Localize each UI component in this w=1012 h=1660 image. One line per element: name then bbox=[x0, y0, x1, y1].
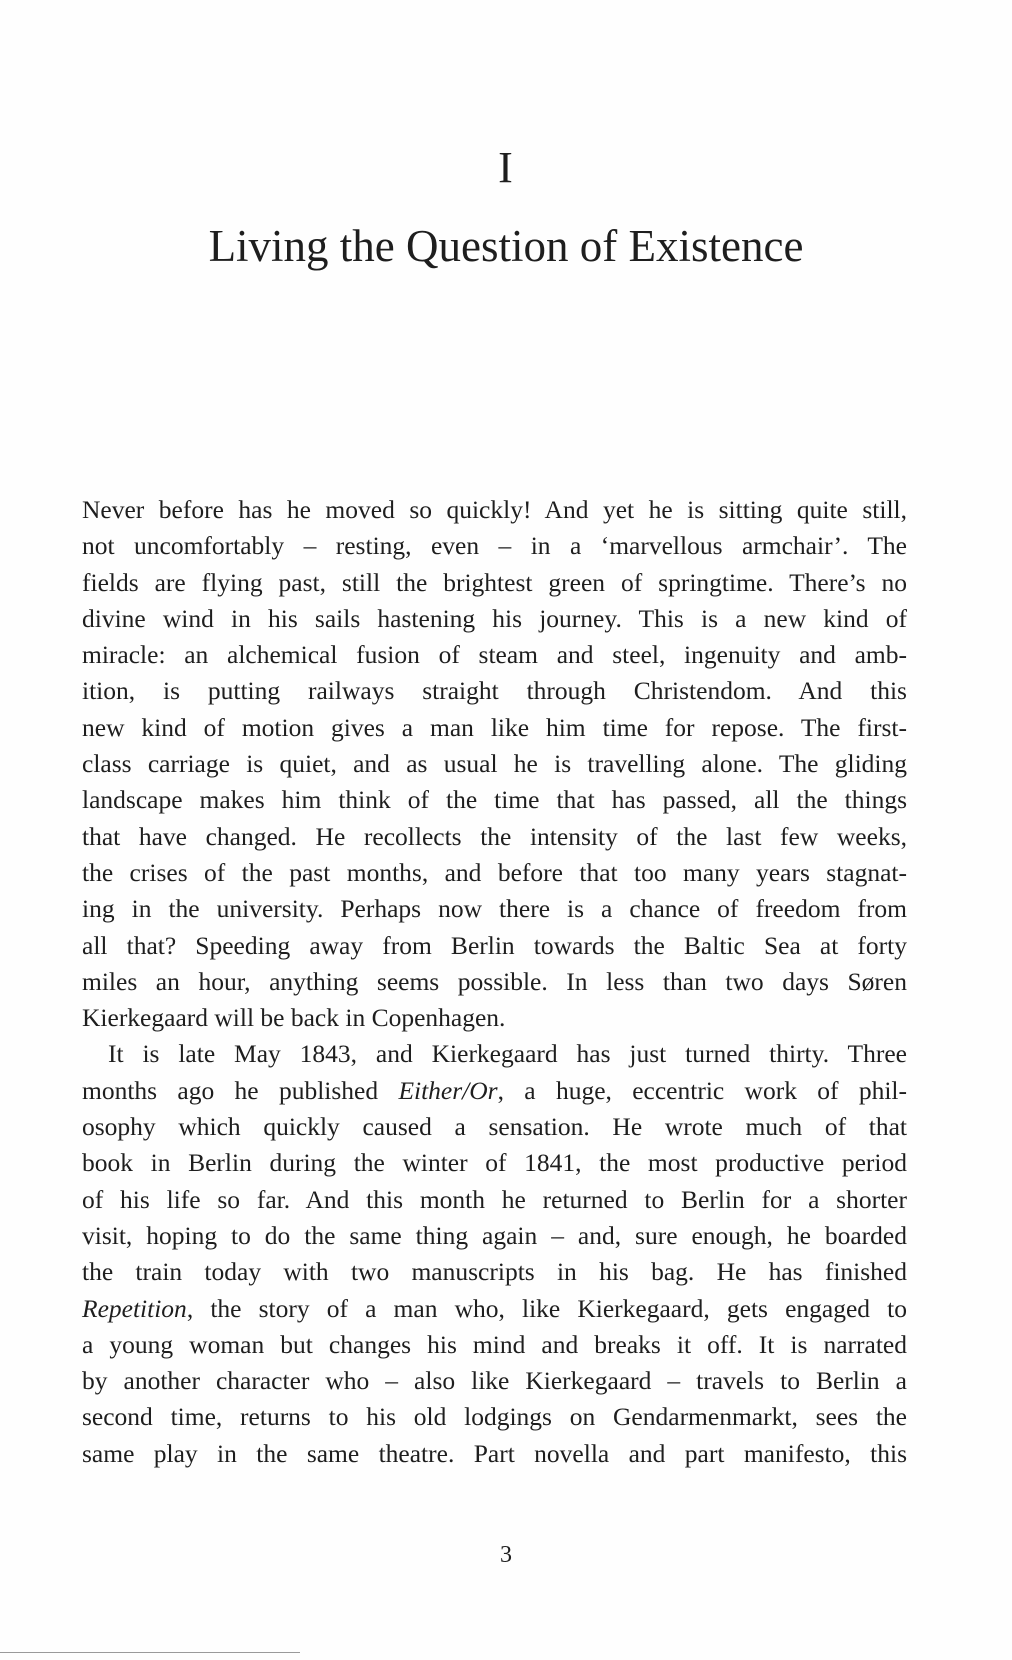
book-title-either-or: Either/Or bbox=[398, 1075, 498, 1105]
text-line bbox=[82, 1073, 907, 1109]
text-line: osophy which quickly caused a sensation. He wrote much of that bbox=[82, 1112, 907, 1142]
text-line: divine wind in his sails hastening his journey. This is a new kind of bbox=[82, 603, 907, 633]
text-line: Kierkegaard will be back in Copenhagen. bbox=[82, 1003, 506, 1033]
text-segment: months ago he published bbox=[82, 1075, 399, 1105]
text-line: the train today with two manuscripts in his bag. He has finished bbox=[82, 1257, 907, 1287]
text-line bbox=[82, 1291, 907, 1327]
text-line: It is late May 1843, and Kierkegaard has just turned thirty. Three bbox=[108, 1039, 907, 1069]
text-line: second time, returns to his old lodgings on Gendarmenmarkt, sees the bbox=[82, 1402, 907, 1432]
book-title-repetition: Repetition bbox=[82, 1293, 187, 1323]
text-line: that have changed. He recollects the intensity of the last few weeks, bbox=[82, 821, 907, 851]
text-line: by another character who – also like Kierkegaard – travels to Berlin a bbox=[82, 1366, 907, 1396]
text-line: book in Berlin during the winter of 1841, the most productive period bbox=[82, 1148, 907, 1178]
text-line: fields are flying past, still the brightest green of springtime. There’s no bbox=[82, 567, 907, 597]
text-line: landscape makes him think of the time that has passed, all the things bbox=[82, 785, 907, 815]
text-line: ing in the university. Perhaps now there is a chance of freedom from bbox=[82, 894, 907, 924]
page-number: 3 bbox=[500, 1542, 512, 1568]
text-line: visit, hoping to do the same thing again – and, sure enough, he boarded bbox=[82, 1220, 907, 1250]
text-line: same play in the same theatre. Part novella and part manifesto, this bbox=[82, 1438, 907, 1468]
text-line: Never before has he moved so quickly! And yet he is sitting quite still, bbox=[82, 495, 907, 524]
text-line: miracle: an alchemical fusion of steam and steel, ingenuity and amb- bbox=[82, 640, 907, 670]
scan-edge-line bbox=[0, 1652, 300, 1653]
text-segment: , the story of a man who, like Kierkegaard, gets engaged to bbox=[186, 1293, 907, 1323]
text-line: new kind of motion gives a man like him time for repose. The first- bbox=[82, 712, 907, 742]
text-line: ition, is putting railways straight through Christendom. And this bbox=[82, 676, 907, 706]
paragraph-2 bbox=[82, 1036, 907, 1472]
text-line: not uncomfortably – resting, even – in a ‘marvellous armchair’. The bbox=[82, 531, 907, 561]
body-text bbox=[82, 492, 907, 1472]
text-line: all that? Speeding away from Berlin towards the Baltic Sea at forty bbox=[82, 930, 907, 960]
chapter-number: I bbox=[498, 143, 514, 192]
text-segment: , a huge, eccentric work of phil- bbox=[497, 1075, 907, 1105]
text-line: miles an hour, anything seems possible. In less than two days Søren bbox=[82, 966, 907, 996]
paragraph-1 bbox=[82, 492, 907, 1036]
text-line: a young woman but changes his mind and breaks it off. It is narrated bbox=[82, 1329, 907, 1359]
text-line: the crises of the past months, and before that too many years stagnat- bbox=[82, 857, 907, 887]
text-line: of his life so far. And this month he returned to Berlin for a shorter bbox=[82, 1184, 907, 1214]
text-line: class carriage is quiet, and as usual he is travelling alone. The gliding bbox=[82, 749, 907, 779]
chapter-title: Living the Question of Existence bbox=[208, 221, 804, 271]
